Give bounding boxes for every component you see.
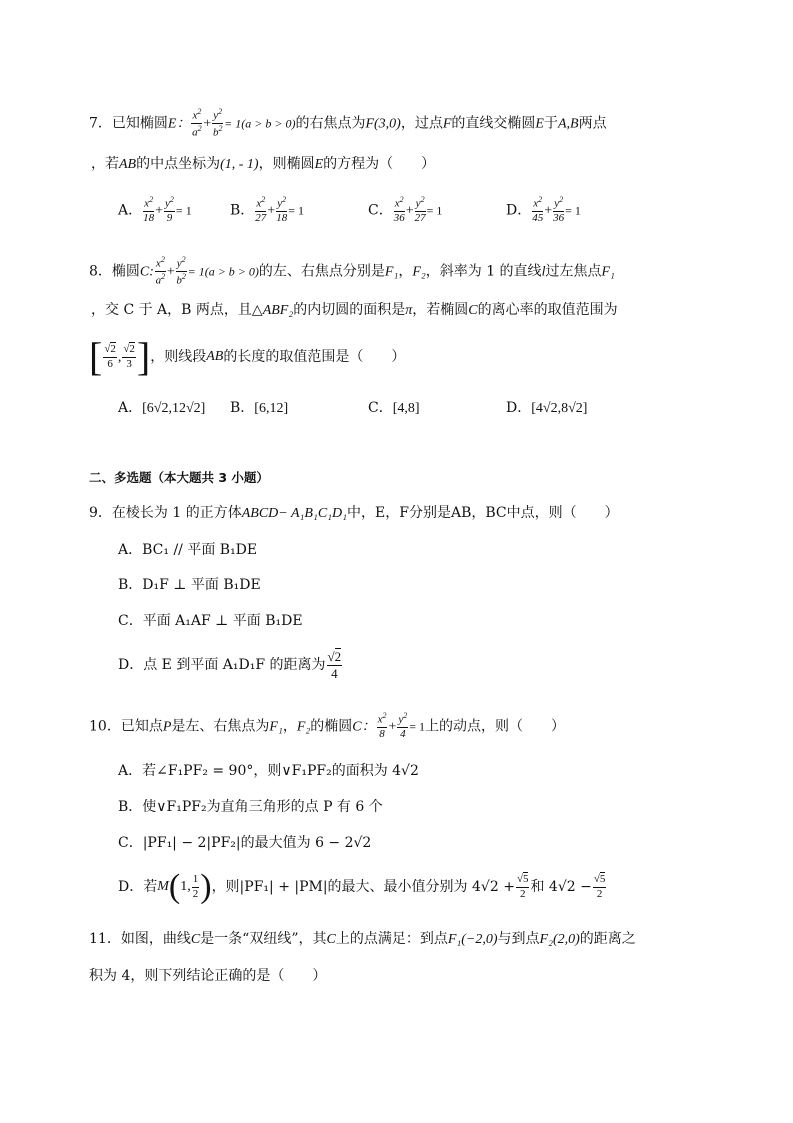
q7-F: F	[442, 116, 452, 132]
q7-l2-e: E	[314, 157, 324, 172]
q7-focus: F(3,0)	[365, 116, 401, 132]
q8-l2c: ，若椭圆	[412, 302, 469, 318]
q8-text5: 过左焦点	[545, 263, 602, 280]
q8-f1b: F₁	[601, 264, 615, 280]
frac-y2-4: $\frac{y^2}{4}$	[398, 711, 408, 741]
q9-option-a[interactable]: A．BC₁ // 平面 B₁DE	[118, 542, 258, 558]
q7-option-d[interactable]: D． $\frac{x^2}{45}$ + $\frac{y^2}{36}$ = 1	[506, 195, 581, 225]
q11-text4: 与到点	[497, 931, 540, 947]
q8-text3: ，	[398, 263, 413, 280]
q11-line1	[89, 932, 636, 947]
q11-c2: C	[326, 932, 336, 947]
q10-number: 10．	[89, 718, 121, 735]
q8-l2: ，交 C 于 A，B 两点，且	[91, 302, 252, 318]
q8-line2	[91, 303, 618, 318]
q9-text4: 中点，则（ ）	[506, 505, 619, 521]
q9-text3: 分别是	[408, 505, 451, 521]
frac-y2-b2: $\frac{y^2}{b^2}$	[212, 107, 223, 139]
q7-line1: 7．已知椭圆E： $\frac{x^2}{a^2}$ + $\frac{y^2}{b^2}$ = 1(a > b > 0)的右焦点为F(3,0)，过点F的直线交椭圆E于A,B两点	[89, 107, 607, 139]
q8-cc: C	[468, 303, 478, 318]
q10-option-b[interactable]: B．使∨F₁PF₂为直角三角形的点 P 有 6 个	[118, 799, 383, 815]
q9-text2: 中，	[347, 505, 376, 521]
q8-pi: π	[405, 303, 413, 318]
q8-option-a[interactable]: A．[6√2,12√2]	[118, 400, 206, 416]
q11-line2	[89, 969, 326, 983]
q8-f2: F₂	[412, 264, 426, 280]
frac-sqrt2-4: $\frac{√2}{4}$	[327, 649, 342, 681]
q8-l3: ，则线段	[150, 349, 207, 365]
q10-text5: 上的动点，则（ ）	[425, 718, 566, 735]
q9-option-d[interactable]: D．点 E 到平面 A₁D₁F 的距离为 $\frac{√2}{4}$	[118, 649, 342, 681]
q8-l2d: 的离心率的取值范围为	[477, 302, 618, 318]
q7-option-a[interactable]: A． $\frac{x^2}{18}$ + $\frac{y^2}{9}$ = 1	[118, 195, 192, 225]
frac-x2-8: $\frac{x^2}{8}$	[377, 711, 387, 741]
q11-text1: 如图，曲线	[120, 931, 191, 947]
q8-text4: ，斜率为 1 的直线	[425, 263, 542, 280]
q9-cube: ABCD− A₁B₁C₁D₁	[241, 506, 348, 521]
q7-midpoint: (1, - 1)	[220, 157, 259, 172]
q7-l2c: ，则椭圆	[258, 156, 315, 172]
q8-option-b[interactable]: B．[6,12]	[230, 400, 289, 416]
q8-f1: F₁	[384, 264, 399, 280]
frac-y2-b2-q8: $\frac{y^2}{b^2}$	[176, 255, 186, 287]
q8-condition: = 1(a > b > 0)	[187, 264, 259, 279]
q7-number: 7．	[89, 115, 112, 132]
q10-option-d[interactable]: D．若M(1, $\frac{1}{2}$ )，则|PF₁| + |PM|的最大、最小值分别为 4√2 + $\frac{√5}{2}$ 和 4√2 − $\frac{√5}{2}$	[118, 868, 606, 905]
q9-ef: E，F	[375, 505, 409, 521]
q7-l2a: ，若	[91, 156, 119, 172]
q11-text3: 上的点满足：到点	[335, 931, 448, 947]
q7-eq-lhs: E：	[167, 116, 191, 132]
q7-l2b: 的中点坐标为	[136, 156, 221, 172]
q8-l2b: 的内切圆的面积是	[293, 302, 406, 318]
q7-line2	[91, 157, 435, 172]
q7-l2-ab: AB	[119, 157, 137, 172]
q8-line3: [ $\frac{√2}{6}$ , $\frac{√2}{3}$ ]，则线段AB的长度的取值范围是（ ）	[89, 334, 406, 379]
bracket-right: ]	[136, 334, 151, 379]
q8-text2: 的左、右焦点分别是	[258, 263, 385, 280]
q7-text4: 的直线交椭圆	[451, 115, 536, 132]
q8-l: l	[541, 264, 546, 280]
q11-point2: F₂(2,0)	[539, 932, 580, 947]
section-heading: 二、多选题（本大题共 3 小题）	[89, 470, 269, 485]
q8-l3b: 的长度的取值范围是（ ）	[223, 349, 406, 365]
q8-option-d[interactable]: D．[4√2,8√2]	[506, 400, 588, 416]
q10-line1: 10．已知点P是左、右焦点为F₁，F₂的椭圆C： $\frac{x^2}{8}$ + $\frac{y^2}{4}$ = 1上的动点，则（ ）	[89, 711, 566, 741]
q9-text1: 在棱长为 1 的正方体	[111, 505, 242, 521]
q10-c: C：	[352, 719, 376, 735]
q8-triangle: △ABF₂	[251, 303, 294, 318]
q9-option-c[interactable]: C．平面 A₁AF ⊥ 平面 B₁DE	[118, 613, 303, 629]
frac-x2-a2-q8: $\frac{x^2}{a^2}$	[155, 255, 166, 287]
q7-text: 已知椭圆	[111, 115, 168, 132]
q10-f1: F₁	[269, 719, 283, 735]
q8-text1: 椭圆	[111, 263, 140, 280]
bracket-left: [	[89, 334, 103, 379]
q10-text1: 已知点	[120, 718, 163, 735]
q11-text5: 的距离之	[579, 931, 636, 947]
q10-eq: = 1	[409, 719, 426, 734]
q7-option-b[interactable]: B． $\frac{x^2}{27}$ + $\frac{y^2}{18}$ = 1	[230, 195, 304, 225]
q11-number: 11．	[89, 931, 121, 947]
q8-number: 8．	[89, 263, 112, 280]
q9-ab: AB，BC	[450, 505, 507, 521]
q11-c: C	[190, 932, 201, 947]
q10-text4: 的椭圆	[310, 718, 353, 735]
q10-p: P	[162, 719, 172, 735]
q10-text3: ，	[282, 718, 297, 735]
q9-option-b[interactable]: B．D₁F ⊥ 平面 B₁DE	[118, 577, 261, 593]
q7-option-c[interactable]: C． $\frac{x^2}{36}$ + $\frac{y^2}{27}$ = 1	[368, 195, 443, 225]
q7-text2: 的右焦点为	[295, 115, 366, 132]
q7-condition: = 1(a > b > 0)	[224, 116, 296, 131]
q7-l2d: 的方程为（ ）	[323, 156, 436, 172]
frac-sqrt2-6: $\frac{√2}{6}$	[104, 342, 116, 370]
q8-option-c[interactable]: C．[4,8]	[368, 400, 420, 416]
q7-E: E	[535, 116, 544, 132]
q7-AB: A,B	[557, 116, 579, 132]
q8-c: C:	[139, 264, 154, 280]
frac-sqrt2-3: $\frac{√2}{3}$	[123, 342, 135, 370]
q8-line1: 8．椭圆C: $\frac{x^2}{a^2}$ + $\frac{y^2}{b^2}$ = 1(a > b > 0)的左、右焦点分别是F₁，F₂，斜率为 1 的直线l过左焦点F₁	[89, 255, 615, 287]
q10-text2: 是左、右焦点为	[171, 718, 270, 735]
q10-option-a[interactable]: A．若∠F₁PF₂ = 90°，则∨F₁PF₂的面积为 4√2	[118, 763, 419, 779]
q11-text2: 是一条“双纽线”，其	[200, 931, 327, 947]
q8-ab: AB	[206, 349, 224, 364]
q10-option-c[interactable]: C．|PF₁| − 2|PF₂|的最大值为 6 − 2√2	[118, 835, 372, 851]
q10-f2: F₂	[296, 719, 311, 735]
q11-point1: F₁(−2,0)	[447, 932, 498, 947]
q11-l2: 积为 4，则下列结论正确的是（ ）	[89, 968, 327, 984]
q9-line1	[89, 506, 619, 521]
q9-number: 9．	[89, 505, 112, 521]
q7-text5: 于	[543, 115, 558, 132]
frac-x2-a2: $\frac{x^2}{a^2}$	[192, 107, 202, 139]
q7-text3: ，过点	[400, 115, 443, 132]
q7-text6: 两点	[578, 115, 607, 132]
